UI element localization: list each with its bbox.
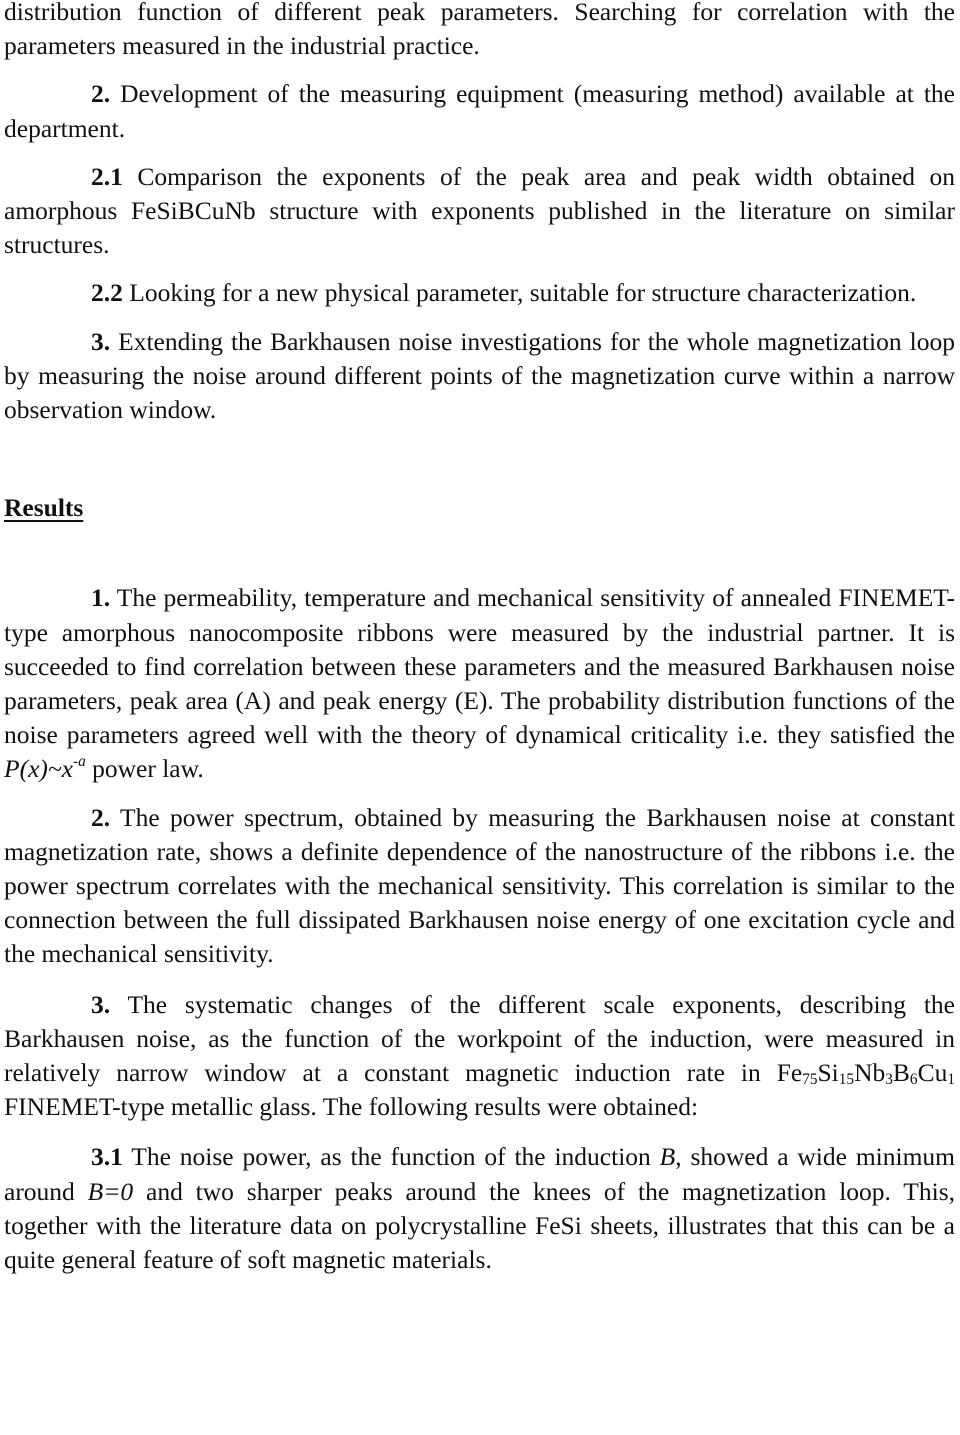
intro-item-3 [4,325,955,428]
result-3-1-paragraph [4,1140,955,1277]
power-law-formula [4,754,86,783]
item-number: 3.1 [91,1142,123,1172]
result-1-text-a: The permeability, temperature and mechanical sensitivity of annealed FINEMET-type amorphous nanocomposite ribbons were measured by the industrial partner. It is succeeded to find correlation between these parameters and the measured Barkhausen noise parameters, peak area (A) and peak energy (E). The probability distribution functions of the noise parameters agreed well with the theory of dynamical criticality i.e. they satisfied the [4,583,955,750]
intro-item-2 [4,77,955,145]
intro-item-2-1 [4,160,955,263]
alloy-formula: $Fe_{75}Si_{15}Nb_3B_6Cu_1$ [776,1058,955,1089]
item-text: Extending the Barkhausen noise investigations for the whole magnetization loop by measuring the noise around different points of the magnetization curve within a narrow observation window. [4,326,955,425]
result-1-text-b: power law. [85,754,204,784]
intro-continuation-text: distribution function of different peak parameters. Searching for correlation with the parameters measured in the industrial practice. [4,0,955,61]
item-number: 2. [91,79,111,109]
result-2-text: The power spectrum, obtained by measuring the Barkhausen noise at constant magnetization rate, shows a definite dependence of the nanostructure of the ribbons i.e. the power spectrum correlates with the mechanical sensitivity. This correlation is similar to the connection between the full dissipated Barkhausen noise energy of one excitation cycle and the mechanical sensitivity. [4,802,955,969]
intro-item-2-2 [4,276,955,310]
result-3-1-text-b: , showed a wide minimum around [4,1142,955,1206]
induction-zero: B=0 [87,1176,134,1206]
result-3-1-text-a: The noise power, as the function of the induction [122,1142,660,1172]
item-text: Development of the measuring equipment (measuring method) available at the department. [4,79,955,143]
result-1-paragraph [4,581,955,786]
item-number: 2.1 [91,161,123,191]
item-text: Comparison the exponents of the peak area and peak width obtained on amorphous FeSiBCuNb structure with exponents published in the literature on similar structures. [4,161,955,260]
result-3-paragraph [4,988,955,1125]
formula-exponent: -a [73,753,86,771]
item-text: Looking for a new physical parameter, suitable for structure characterization. [122,278,917,308]
formula-base: P(x)~x [4,754,73,784]
results-heading: Results [4,493,84,523]
induction-variable: B [659,1142,676,1172]
result-2-paragraph [4,801,955,972]
item-number: 2.2 [91,278,123,308]
item-number: 2. [91,802,111,832]
result-3-text-a: The systematic changes of the different scale exponents, describing the Barkhausen noise, as the function of the workpoint of the induction, were measured in relatively narrow window at a constant magnetic induction rate in [4,989,955,1088]
item-number: 3. [91,989,111,1019]
item-number: 3. [91,326,111,356]
result-3-1-text-c: and two sharper peaks around the knees of the magnetization loop. This, together with the literature data on polycrystalline FeSi sheets, illustrates that this can be a quite general feature of soft magnetic materials. [4,1176,956,1275]
intro-continuation-paragraph [4,0,955,63]
document-page [4,0,955,1277]
item-number: 1. [91,583,111,613]
result-3-text-b: FINEMET-type metallic glass. The following results were obtained: [4,1092,699,1122]
